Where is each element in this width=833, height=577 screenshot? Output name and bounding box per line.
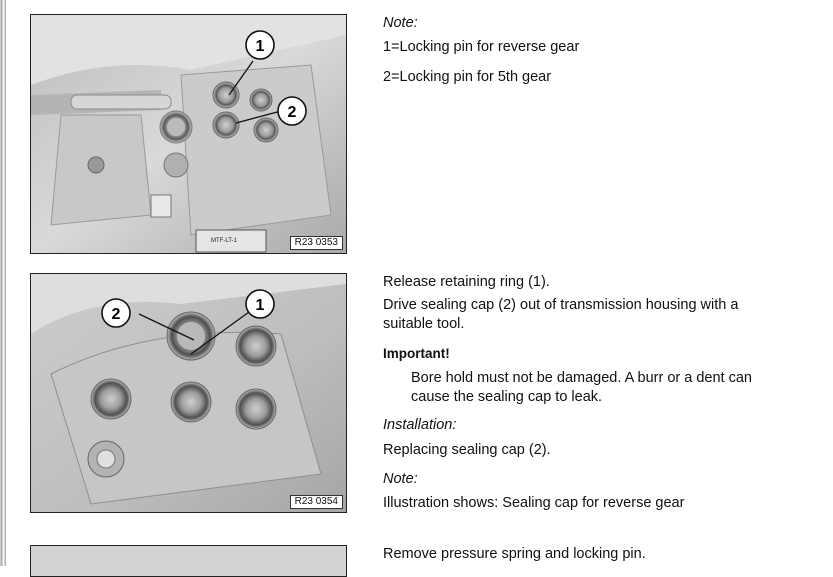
figure-2-illustration: [31, 274, 346, 512]
section2-line1: Release retaining ring (1).: [383, 274, 550, 290]
svg-text:1: 1: [255, 297, 265, 314]
section1-note-label: Note:: [383, 15, 418, 31]
figure-1-callout-2: [278, 97, 306, 125]
figure-2-callout-2: [102, 299, 130, 327]
section3-line1: Remove pressure spring and locking pin.: [383, 546, 646, 562]
figure-1-callout-1: [246, 31, 274, 59]
figure-2-callout-1: [246, 290, 274, 318]
section2-installation-label: Installation:: [383, 417, 457, 433]
section2-installation-text: Replacing sealing cap (2).: [383, 442, 551, 458]
svg-text:1: 1: [255, 38, 265, 55]
section2-important-label: Important!: [383, 346, 450, 361]
svg-text:2: 2: [287, 104, 297, 121]
figure-1-plate-text: MTF-LT-1: [211, 238, 237, 244]
figure-2-code: R23 0354: [290, 495, 343, 509]
figure-1-code: R23 0353: [290, 236, 343, 250]
figure-2-photo: [30, 273, 347, 513]
figure-3-photo: [30, 545, 347, 577]
window-edge: [0, 0, 6, 566]
section2-note-text: Illustration shows: Sealing cap for reverse gear: [383, 495, 685, 511]
section2-note-label: Note:: [383, 471, 418, 487]
section2-line2: Drive sealing cap (2) out of transmission housing with a suitable tool.: [383, 297, 739, 332]
section1-line2: 2=Locking pin for 5th gear: [383, 69, 552, 85]
svg-text:2: 2: [111, 306, 121, 323]
section2-important-text: Bore hold must not be damaged. A burr or a dent can cause the sealing cap to leak.: [411, 370, 752, 405]
figure-1-photo: [30, 14, 347, 254]
section1-line1: 1=Locking pin for reverse gear: [383, 39, 580, 55]
figure-1-illustration: [31, 15, 346, 253]
